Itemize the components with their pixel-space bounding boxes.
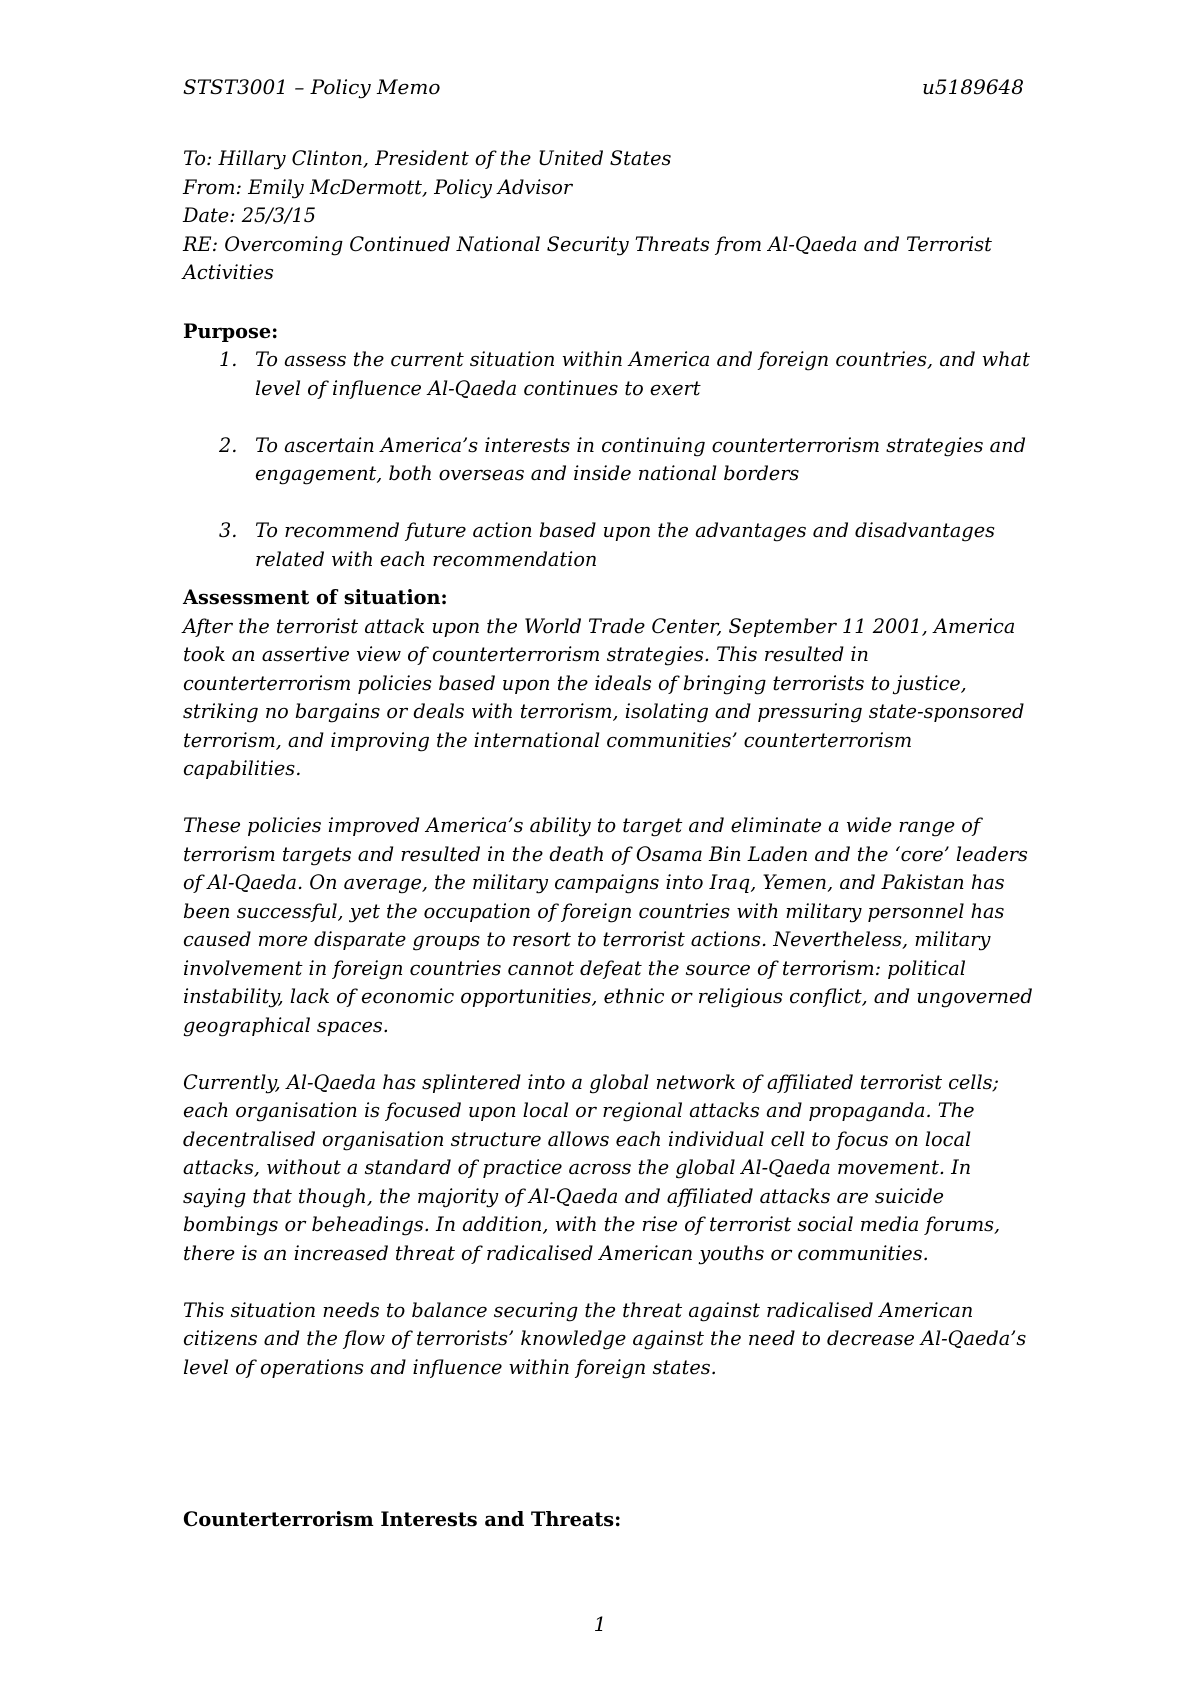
list-item — [183, 517, 1033, 574]
list-item — [183, 346, 1033, 403]
assessment-paragraph: This situation needs to balance securing the threat against radicalised American citizens and the flow of terrorists’ knowledge against the need to decrease Al-Qaeda’s level of operations and influence within foreign states. — [183, 1298, 1027, 1379]
purpose-heading: Purpose: — [183, 319, 279, 343]
assessment-paragraph: Currently, Al-Qaeda has splintered into a global network of affiliated terrorist cells; each organisation is focused upon local or regional attacks and propaganda. The decentralised organisation structure allows each individual cell to focus on local attacks, without a standard of practice across the global Al-Qaeda movement. In saying that though, the majority of Al-Qaeda and affiliated attacks are suicide bombings or beheadings. In addition, with the rise of terrorist social media forums, there is an increased threat of radicalised American youths or communities. — [183, 1070, 1001, 1265]
purpose-list — [183, 346, 1033, 574]
list-item-number: 2. — [219, 433, 238, 457]
list-item-text: To assess the current situation within America and foreign countries, and what level of influence Al-Qaeda continues to exert — [255, 348, 1030, 400]
list-item-number: 3. — [219, 519, 238, 542]
interests-heading: Counterterrorism Interests and Threats: — [183, 1508, 622, 1531]
memo-date: Date: 25/3/15 — [183, 204, 317, 227]
page-number: 1 — [593, 1612, 607, 1636]
assessment-heading: Assessment of situation: — [183, 586, 448, 609]
assessment-paragraph: After the terrorist attack upon the World Trade Center, September 11 2001, America took an assertive view of counterterrorism strategies. This resulted in counterterrorism policies based upon the ideals of bringing terrorists to justice, striking no bargains or deals with terrorism, isolating and pressuring state-sponsored terrorism, and improving the international communities’ counterterrorism capabilities. — [183, 614, 1025, 780]
memo-header-block — [183, 145, 1033, 288]
memo-subject: RE: Overcoming Continued National Security Threats from Al-Qaeda and Terrorist Activities — [183, 232, 992, 284]
list-item-text: To recommend future action based upon the advantages and disadvantages related with each recommendation — [255, 519, 996, 571]
memo-from: From: Emily McDermott, Policy Advisor — [183, 175, 573, 199]
list-item-text: To ascertain America’s interests in continuing counterterrorism strategies and engagement, both overseas and inside national borders — [255, 433, 1026, 485]
header-student-id: u5189648 — [922, 75, 1024, 99]
assessment-paragraph: These policies improved America’s ability to target and eliminate a wide range of terrorism targets and resulted in the death of Osama Bin Laden and the ‘core’ leaders of Al-Qaeda. On average, the military campaigns into Iraq, Yemen, and Pakistan has been successful, yet the occupation of foreign countries with military personnel has caused more disparate groups to resort to terrorist actions. Nevertheless, military involvement in foreign countries cannot defeat the source of terrorism: political instability, lack of economic opportunities, ethnic or religious conflict, and ungoverned geographical spaces. — [183, 814, 1033, 1037]
list-item-number: 1. — [219, 348, 238, 371]
list-item — [183, 432, 1033, 489]
memo-body — [183, 145, 1033, 1535]
page-header — [183, 74, 1024, 100]
header-course-title: STST3001 – Policy Memo — [183, 75, 441, 99]
memo-to: To: Hillary Clinton, President of the United States — [183, 147, 672, 170]
